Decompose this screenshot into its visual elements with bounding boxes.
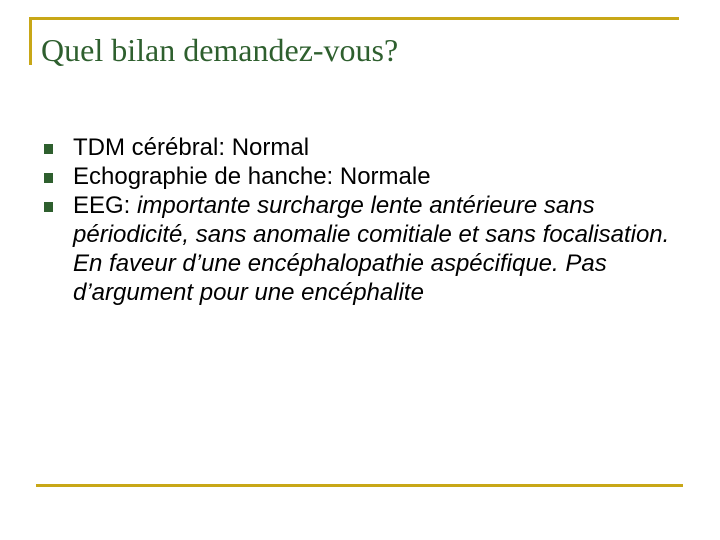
- bullet-prefix: EEG:: [73, 192, 138, 219]
- bullet-item-echographie: [40, 162, 690, 191]
- square-bullet-icon: [44, 202, 53, 212]
- square-bullet-icon: [44, 144, 53, 154]
- bottom-rule: [36, 484, 683, 487]
- left-rule: [29, 17, 32, 65]
- bullet-list: [40, 133, 690, 307]
- bullet-item-eeg: [40, 191, 690, 307]
- bullet-italic-text: importante surcharge lente antérieure sans périodicité, sans anomalie comitiale et sans focalisation. En faveur d’une encéphalopathie aspécifique. Pas d’argument pour une encéphalite: [73, 192, 670, 306]
- bullet-text: TDM cérébral: Normal: [73, 134, 310, 161]
- top-rule: [29, 17, 679, 20]
- bullet-text: Echographie de hanche: Normale: [73, 163, 431, 190]
- slide-title: Quel bilan demandez-vous?: [41, 32, 399, 68]
- bullet-item-tdm: [40, 133, 690, 162]
- square-bullet-icon: [44, 173, 53, 183]
